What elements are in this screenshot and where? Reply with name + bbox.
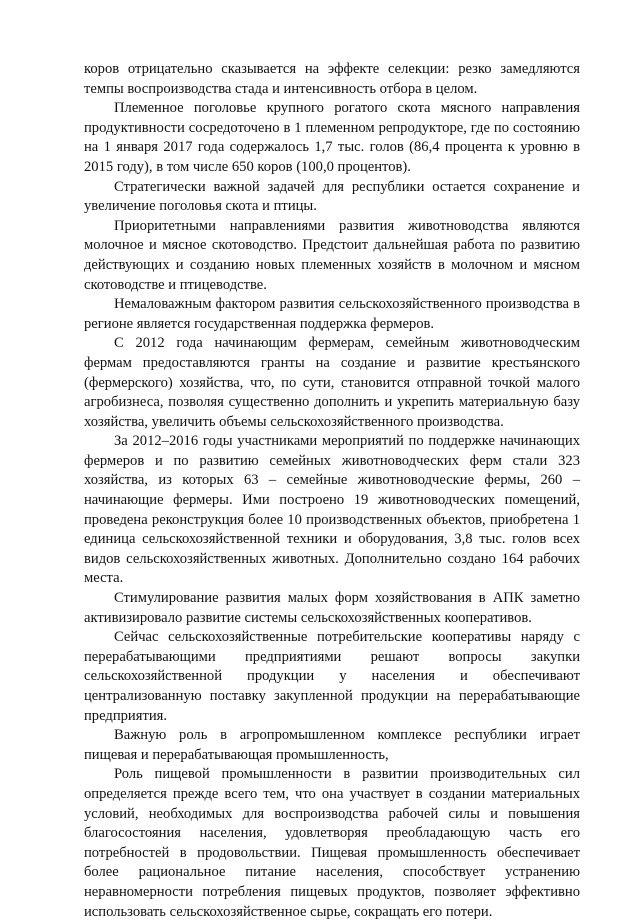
paragraph-small-forms: Стимулирование развития малых форм хозяйствования в АПК заметно активизировало развитие системы сельскохозяйственных кооперативов.: [84, 590, 580, 626]
paragraph-food-industry-significance: Роль пищевой промышленности в развитии производительных сил определяется прежде всего тем, что она участвует в создании материальных условий, необходимых для воспроизводства рабочей силы и повышения благосостояния населения, удовлетворяя преобладающую часть его потребностей в продовольствии. Пищевая промышленность обеспечивает более рациональное питание населения, способствует устранению неравномерности потребления пищевых продуктов, позволяет эффективно использовать сельскохозяйственное сырье, сокращать его потери.: [84, 766, 580, 920]
paragraph-strategic-task: Стратегически важной задачей для республики остается сохранение и увеличение поголовья скота и птицы.: [84, 178, 580, 215]
paragraph-food-industry-role: Важную роль в агропромышленном комплексе республики играет пищевая и перерабатывающая промышленность,: [84, 727, 580, 763]
paragraph-grants: С 2012 года начинающим фермерам, семейным животноводческим фермам предоставляются гранты на создание и развитие крестьянского (фермерского) хозяйства, что, по сути, становится отправной точкой малого агробизнеса, позволяя существенно дополнить и укрепить материальную базу хозяйства, увеличить объемы сельскохозяйственного производства.: [84, 335, 580, 430]
paragraph-state-support: Немаловажным фактором развития сельскохозяйственного производства в регионе является государственная поддержка фермеров.: [84, 296, 580, 332]
paragraph-continuation: коров отрицательно сказывается на эффекте селекции: резко замедляются темпы воспроизводства стада и интенсивность отбора в целом.: [84, 61, 580, 97]
document-page: [84, 60, 580, 922]
paragraph-priority-directions: Приоритетными направлениями развития животноводства являются молочное и мясное скотоводство. Предстоит дальнейшая работа по развитию действующих и созданию новых племенных хозяйств в молочном и мясном скотоводстве и птицеводстве.: [84, 217, 580, 293]
paragraph-program-results: За 2012–2016 годы участниками мероприятий по поддержке начинающих фермеров и по развитию семейных животноводческих ферм стали 323 хозяйства, из которых 63 – семейные животноводческие фермы, 260 – начинающие фермеры. Ими построено 19 животноводческих помещений, проведена реконструкция более 10 производственных объектов, приобретена 1 единица сельскохозяйственной техники и оборудования, 3,8 тыс. голов всех видов сельскохозяйственных животных. Дополнительно создано 164 рабочих места.: [84, 433, 580, 587]
paragraph-cooperatives: Сейчас сельскохозяйственные потребительские кооперативы наряду с перерабатывающими предприятиями решают вопросы закупки сельскохозяйственной продукции у населения и обеспечивают централизованную поставку закупленной продукции на перерабатывающие предприятия.: [84, 629, 580, 724]
paragraph-beef-breeding-stock: Племенное поголовье крупного рогатого скота мясного направления продуктивности сосредоточено в 1 племенном репродукторе, где по состоянию на 1 января 2017 года содержалось 1,7 тыс. голов (86,4 процента к уровню в 2015 году), в том числе 650 коров (100,0 процентов).: [84, 100, 580, 175]
